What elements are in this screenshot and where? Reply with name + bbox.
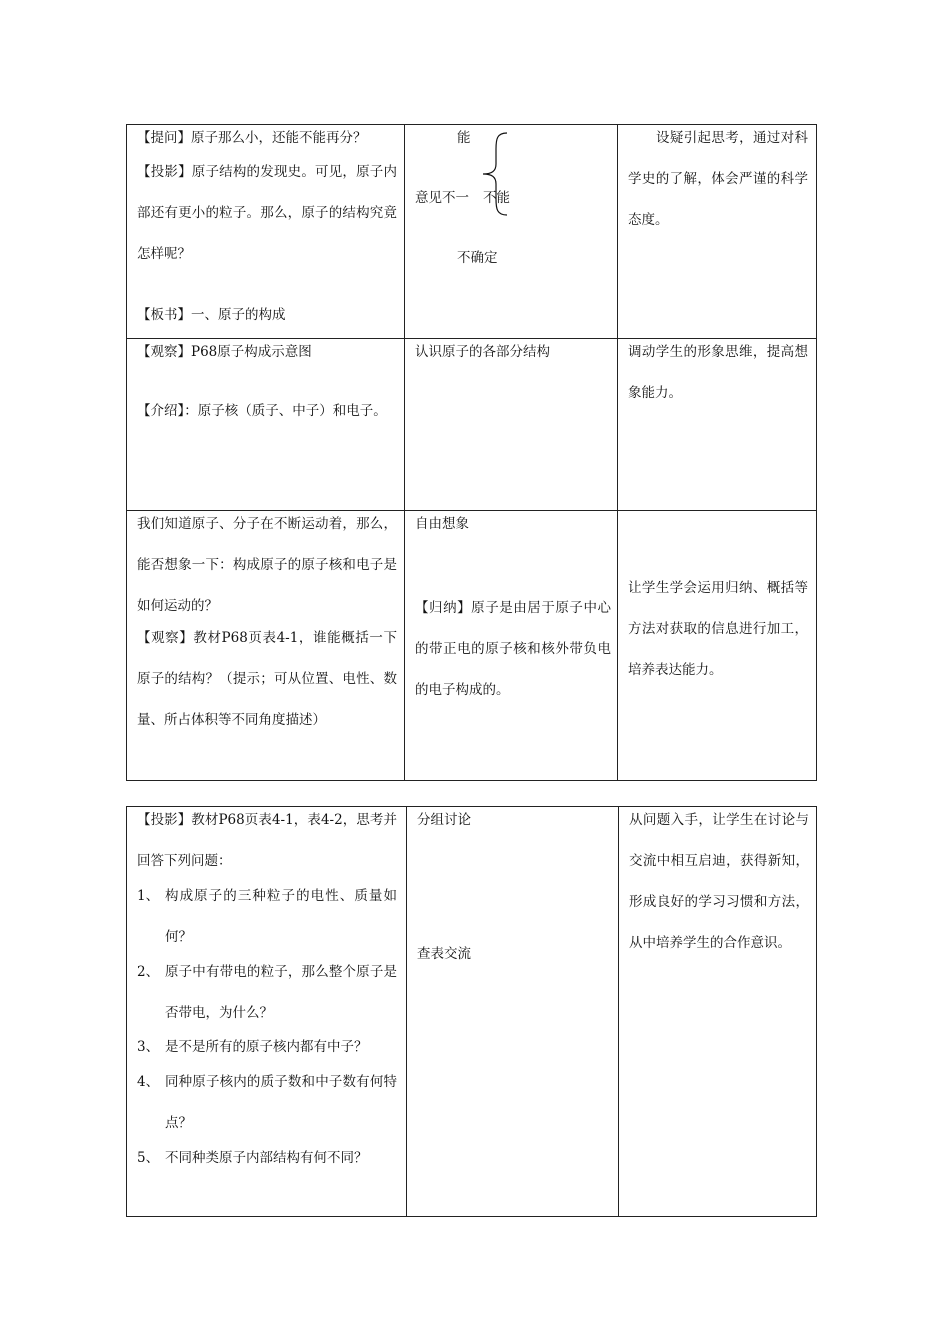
student-text: 认识原子的各部分结构 xyxy=(415,344,550,360)
question-item: 原子中有带电的粒子，那么整个原子是否带电，为什么？ xyxy=(165,964,397,1021)
teacher-activity-cell xyxy=(127,339,405,511)
option-yes: 能 xyxy=(457,130,471,146)
student-activity-cell xyxy=(407,807,619,1217)
student-activity-cell xyxy=(405,125,618,339)
question-text: 【提问】原子那么小，还能不能再分？ xyxy=(137,130,367,146)
design-intent-cell xyxy=(618,511,817,781)
teacher-activity-cell xyxy=(127,807,407,1217)
option-unsure: 不确定 xyxy=(457,250,498,266)
question-item: 不同种类原子内部结构有何不同？ xyxy=(165,1150,368,1166)
teacher-activity-cell xyxy=(127,511,405,781)
design-intent-text: 设疑引起思考，通过对科学史的了解，体会严谨的科学态度。 xyxy=(628,130,808,228)
disagree-label: 意见不一 xyxy=(415,190,469,206)
teacher-activity-cell xyxy=(127,125,405,339)
lesson-table-1 xyxy=(126,124,817,781)
design-intent-cell xyxy=(618,339,817,511)
projection-intro-text: 【投影】教材P68页表4-1，表4-2，思考并回答下列问题： xyxy=(137,812,397,869)
intro-text: 【介绍】：原子核（质子、中子）和电子。 xyxy=(137,403,387,419)
question-number: 4、 xyxy=(137,1074,160,1090)
group-discussion-text: 分组讨论 xyxy=(417,812,471,828)
question-number: 5、 xyxy=(137,1150,160,1166)
question-number: 2、 xyxy=(137,964,160,980)
student-activity-cell xyxy=(405,339,618,511)
observe-text: 【观察】P68原子构成示意图 xyxy=(137,344,312,360)
motion-question-text: 我们知道原子、分子在不断运动着，那么，能否想象一下：构成原子的原子核和电子是如何运动的？ xyxy=(137,516,397,614)
question-item: 是不是所有的原子核内都有中子？ xyxy=(165,1039,368,1055)
observe-table-text: 【观察】教材P68页表4-1，谁能概括一下原子的结构？（提示；可从位置、电性、数量、所占体积等不同角度描述） xyxy=(137,630,397,728)
imagine-text: 自由想象 xyxy=(415,516,469,532)
design-intent-cell xyxy=(619,807,817,1217)
design-intent-text: 让学生学会运用归纳、概括等方法对获取的信息进行加工，培养表达能力。 xyxy=(628,580,808,678)
design-intent-cell xyxy=(618,125,817,339)
student-activity-cell xyxy=(405,511,618,781)
lesson-table-2 xyxy=(126,806,817,1217)
design-intent-text: 调动学生的形象思维，提高想象能力。 xyxy=(628,344,808,401)
question-item: 同种原子核内的质子数和中子数有何特点？ xyxy=(165,1074,397,1131)
design-intent-text: 从问题入手，让学生在讨论与交流中相互启迪，获得新知，形成良好的学习习惯和方法，从中培养学生的合作意识。 xyxy=(629,812,809,951)
question-number: 1、 xyxy=(137,888,160,904)
projection-text: 【投影】原子结构的发现史。可见，原子内部还有更小的粒子。那么，原子的结构究竟怎样呢？ xyxy=(137,164,397,262)
question-item: 构成原子的三种粒子的电性、质量如何？ xyxy=(165,888,397,945)
option-no: 不能 xyxy=(483,190,510,206)
lookup-text: 查表交流 xyxy=(417,946,471,962)
question-number: 3、 xyxy=(137,1039,160,1055)
board-text: 【板书】一、原子的构成 xyxy=(137,307,286,323)
summary-text: 【归纳】原子是由居于原子中心的带正电的原子核和核外带负电的电子构成的。 xyxy=(415,600,611,698)
